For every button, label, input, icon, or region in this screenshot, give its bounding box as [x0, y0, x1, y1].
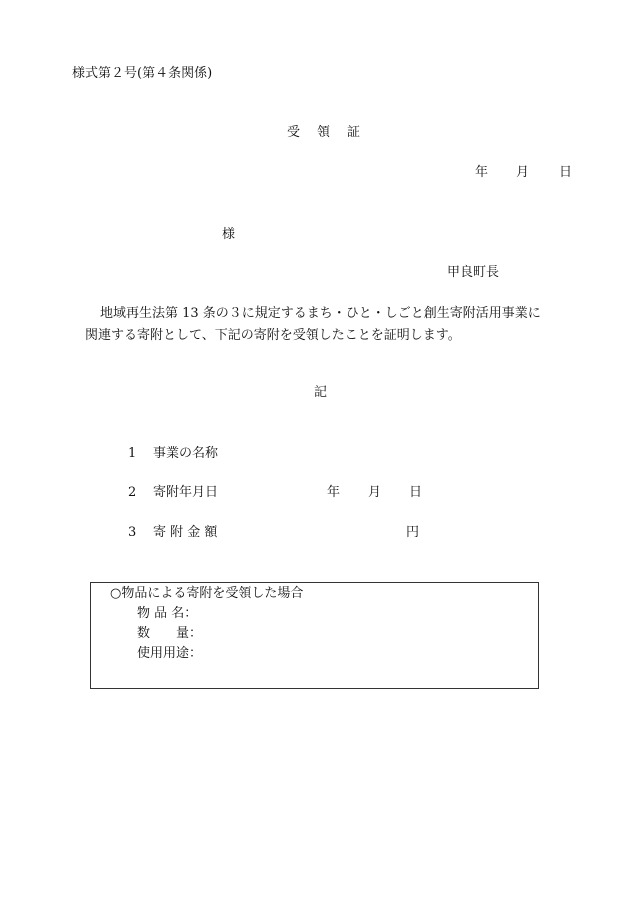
document-title: 受 領 証 — [287, 125, 363, 140]
body-line-2: 関連する寄附として、下記の寄附を受領したことを証明します。 — [85, 328, 461, 343]
donation-date — [327, 485, 422, 501]
issue-date-day: 日 — [559, 165, 573, 180]
item-number-2: 2 — [128, 485, 137, 500]
item-label-donation-date: 寄附年月日 — [153, 485, 219, 500]
goods-quantity-label: 数 量： — [137, 626, 203, 641]
yen-unit: 円 — [406, 525, 420, 540]
donation-date-year: 年 — [327, 485, 341, 500]
issue-date — [475, 165, 572, 181]
donation-date-month: 月 — [368, 485, 382, 500]
item-number-1: 1 — [128, 446, 137, 461]
issuer: 甲良町長 — [447, 265, 500, 280]
item-number-3: 3 — [128, 525, 137, 540]
recipient-suffix: 様 — [222, 227, 236, 242]
goods-name-label: 物 品 名： — [137, 606, 198, 621]
item-label-donation-amount: 寄 附 金 額 — [153, 525, 218, 540]
ki-heading: 記 — [314, 385, 328, 400]
donation-date-day: 日 — [409, 485, 423, 500]
form-number: 様式第２号(第４条関係) — [72, 66, 213, 81]
goods-donation-title: ○物品による寄附を受領した場合 — [110, 586, 304, 601]
issue-date-month: 月 — [516, 165, 530, 180]
body-text — [85, 303, 555, 347]
item-label-project-name: 事業の名称 — [153, 446, 219, 461]
body-line-1: 地域再生法第 13 条の３に規定するまち・ひと・しごと創生寄附活用事業に — [100, 306, 541, 321]
issue-date-year: 年 — [475, 165, 489, 180]
goods-usage-label: 使用用途： — [137, 646, 203, 661]
